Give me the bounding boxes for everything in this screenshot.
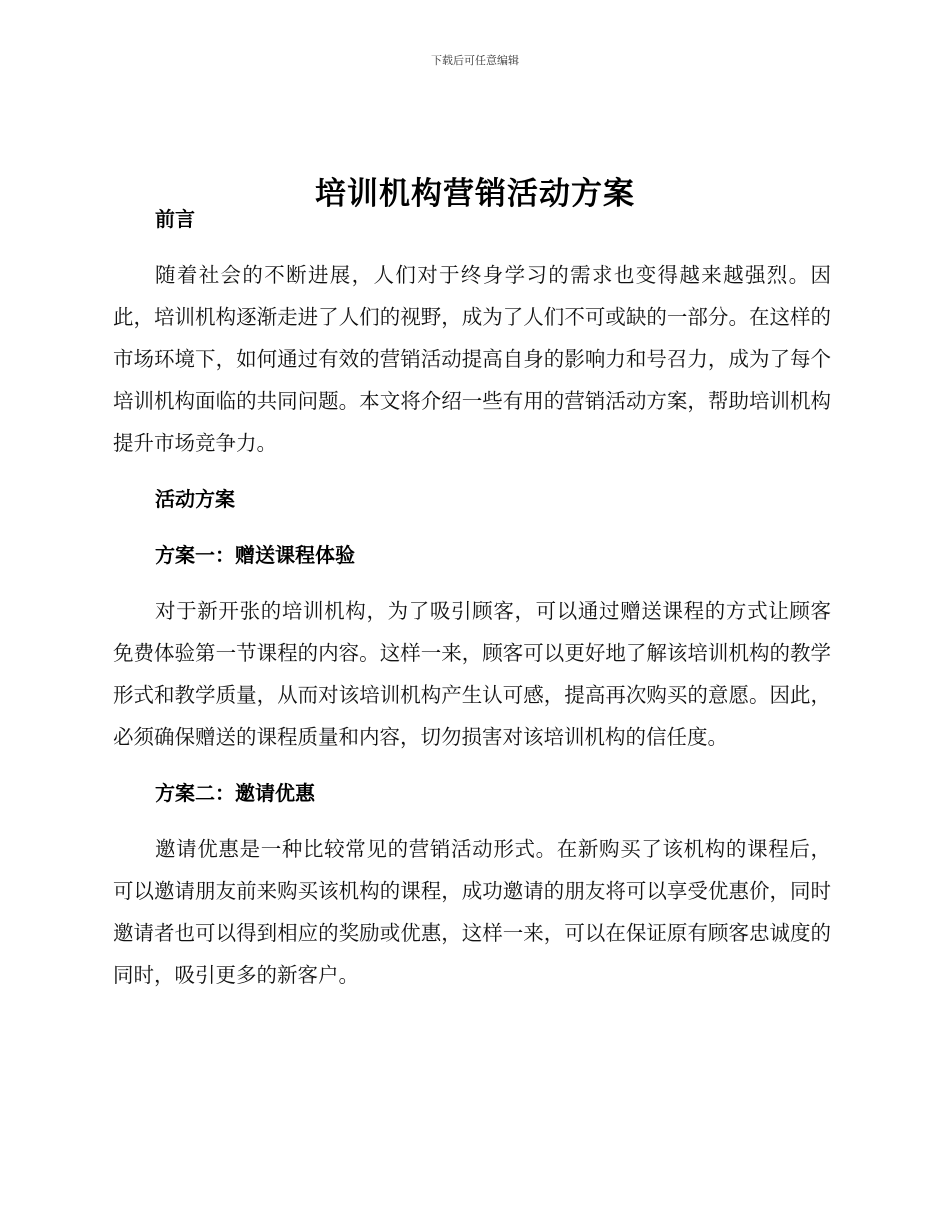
plan1-heading: 方案一：赠送课程体验 — [155, 543, 355, 567]
preface-heading: 前言 — [155, 207, 195, 231]
plan1-paragraph: 对于新开张的培训机构，为了吸引顾客，可以通过赠送课程的方式让顾客免费体验第一节课程的内容。这样一来，顾客可以更好地了解该培训机构的教学形式和教学质量，从而对该培训机构产生认可感，提高再次购买的意愿。因此，必须确保赠送的课程质量和内容，切勿损害对该培训机构的信任度。 — [113, 599, 831, 749]
document-body — [113, 198, 831, 996]
preface-paragraph: 随着社会的不断进展，人们对于终身学习的需求也变得越来越强烈。因此，培训机构逐渐走进了人们的视野，成为了人们不可或缺的一部分。在这样的市场环境下，如何通过有效的营销活动提高自身的影响力和号召力，成为了每个培训机构面临的共同问题。本文将介绍一些有用的营销活动方案，帮助培训机构提升市场竞争力。 — [113, 263, 831, 455]
plan2-paragraph: 邀请优惠是一种比较常见的营销活动形式。在新购买了该机构的课程后，可以邀请朋友前来购买该机构的课程，成功邀请的朋友将可以享受优惠价，同时邀请者也可以得到相应的奖励或优惠，这样一来，可以在保证原有顾客忠诚度的同时，吸引更多的新客户。 — [113, 837, 831, 987]
header-note: 下载后可任意编辑 — [431, 54, 519, 67]
plans-heading: 活动方案 — [155, 487, 235, 511]
document-title: 培训机构营销活动方案 — [315, 175, 635, 212]
plan2-heading: 方案二：邀请优惠 — [155, 781, 315, 805]
